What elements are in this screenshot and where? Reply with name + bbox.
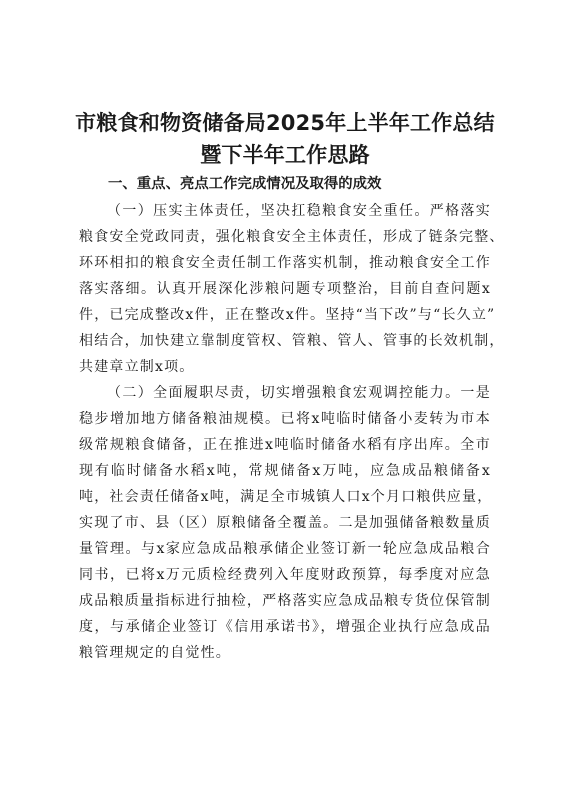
paragraph-line: 共建章立制x项。 [79,359,195,375]
paragraph-line: 级常规粮食储备，正在推进x吨临时储备水稻有序出库。全市 [79,437,491,453]
paragraph-line: 同书，已将x万元质检经费列入年度财政预算，每季度对应急 [79,567,491,583]
paragraph-line: 成品粮质量指标进行抽检，严格落实应急成品粮专货位保管制 [79,593,491,609]
paragraph-line: （二）全面履职尽责，切实增强粮食宏观调控能力。一是 [107,385,491,401]
section-heading: 一、重点、亮点工作完成情况及取得的成效 [108,176,382,192]
paragraph-2 [79,380,491,666]
paragraph-line: 落实落细。认真开展深化涉粮问题专项整治，目前自查问题x [79,281,491,297]
paragraph-line: 实现了市、县（区）原粮储备全覆盖。二是加强储备粮数量质 [79,515,491,531]
document-title-line-1: 市粮食和物资储备局2025年上半年工作总结 [75,111,495,135]
paragraph-line: （一）压实主体责任，坚决扛稳粮食安全重任。严格落实 [107,203,491,219]
paragraph-line: 粮管理规定的自觉性。 [79,645,231,661]
paragraph-line: 吨，社会责任储备x吨，满足全市城镇人口x个月口粮供应量， [79,489,493,505]
paragraph-line: 件，已完成整改x件，正在整改x件。坚持“当下改”与“长久立” [79,307,496,323]
paragraph-line: 现有临时储备水稻x吨，常规储备x万吨，应急成品粮储备x [79,463,491,479]
paragraph-line: 环环相扣的粮食安全责任制工作落实机制，推动粮食安全工作 [79,255,491,271]
paragraph-line: 量管理。与x家应急成品粮承储企业签订新一轮应急成品粮合 [79,541,491,557]
paragraph-line: 粮食安全党政同责，强化粮食安全主体责任，形成了链条完整、 [79,229,505,245]
paragraph-1 [79,198,505,380]
paragraph-line: 度，与承储企业签订《信用承诺书》，增强企业执行应急成品 [79,619,491,635]
paragraph-line: 相结合，加快建立靠制度管权、管粮、管人、管事的长效机制， [79,333,505,349]
paragraph-line: 稳步增加地方储备粮油规模。已将x吨临时储备小麦转为市本 [79,411,491,427]
document-title-line-2: 暨下半年工作思路 [200,143,370,167]
